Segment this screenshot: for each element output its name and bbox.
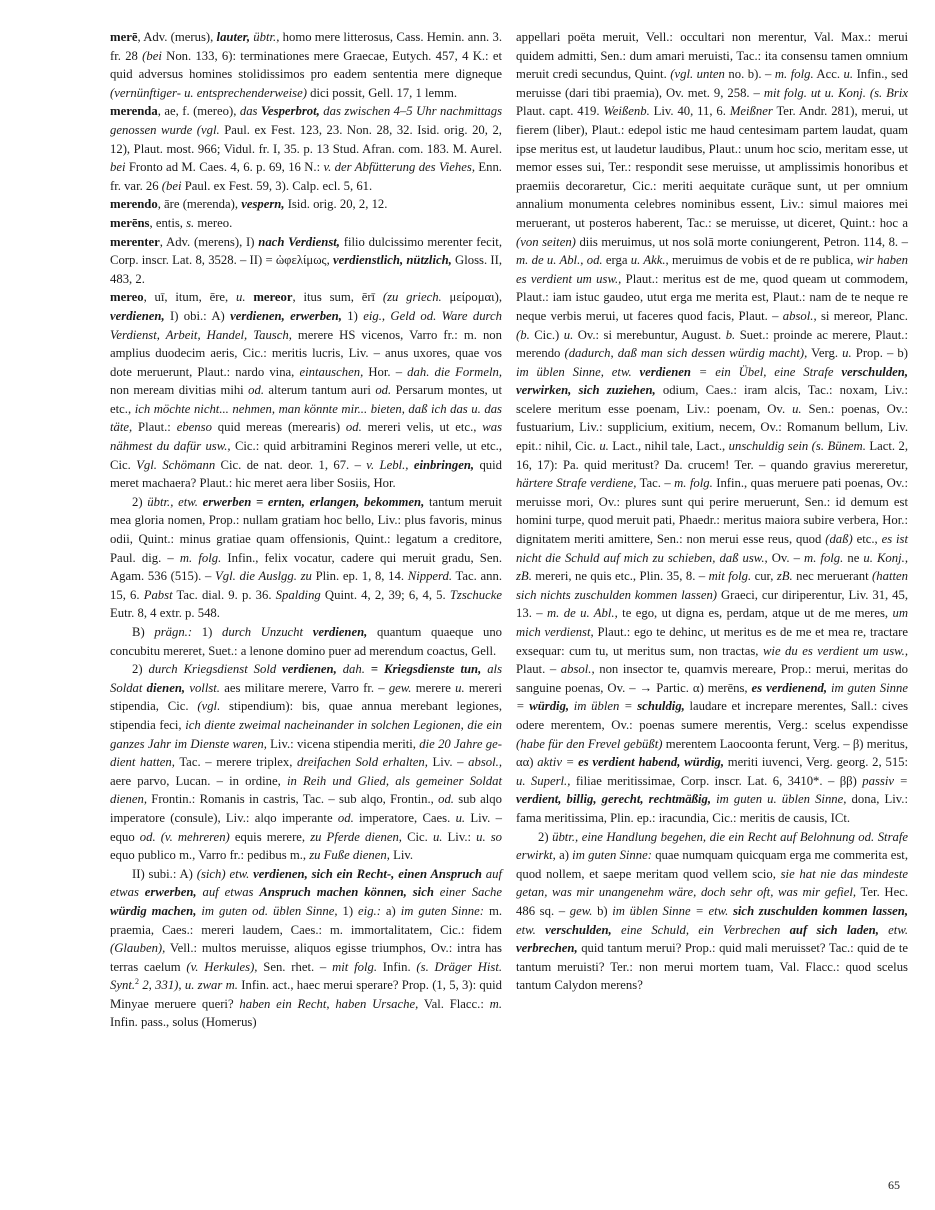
- text-run: mereo: [110, 290, 144, 305]
- text-run: unschuldig sein (s. Bünem.: [728, 439, 866, 454]
- text-run: merere: [411, 680, 456, 695]
- entry-paragraph: [110, 102, 502, 195]
- text-run: Infin., sed meruisse (dari tibi praemia), Ov. met. 9, 258. –: [516, 67, 908, 100]
- text-run: Liv.: vicena stipendia meriti,: [266, 736, 420, 751]
- text-run: (vernünftiger- u. entsprechenderweise): [110, 85, 307, 100]
- text-run: im guten Sinne:: [572, 848, 652, 863]
- entry-paragraph: [110, 865, 502, 1032]
- text-run: u.: [599, 439, 609, 454]
- text-run: stipendium): bis, quae annua merebant legiones, stipendia feci,: [110, 699, 502, 732]
- text-run: härtere Strafe verdiene,: [516, 476, 637, 491]
- text-run: ne: [843, 550, 864, 565]
- text-run: im guten Sinne:: [400, 903, 484, 918]
- text-run: verdienen: [639, 364, 691, 379]
- text-run: μείρομαι),: [441, 290, 502, 305]
- text-run: Anspruch machen können, sich: [259, 885, 434, 900]
- text-run: Weißenb.: [603, 104, 650, 119]
- text-run: 2): [132, 662, 149, 677]
- text-run: auf etwas: [196, 885, 254, 900]
- text-run: im guten u. üblen Sinne,: [711, 792, 847, 807]
- text-run: (bei: [161, 178, 182, 193]
- text-run: Cic. de nat. deor. 1, 67. –: [215, 457, 367, 472]
- text-run: II) subi.: A): [132, 866, 197, 881]
- text-run: merentem Laocoonta ferunt, Verg. – β) meritus, αα): [516, 736, 909, 770]
- text-run: Eutr. 8, 4 extr. p. 548.: [110, 606, 220, 621]
- text-run: Meißner: [729, 104, 773, 119]
- right-column: [516, 28, 908, 995]
- text-run: (vgl.: [197, 699, 221, 714]
- text-run: (von seiten): [516, 234, 576, 249]
- text-run: odium, Caes.: iram alcis, Tac.: noxam, Liv.: scelere meritum esse poenam, Liv.: poenam, Ov.: [516, 383, 909, 416]
- text-run: zu Fuße dienen,: [309, 848, 390, 863]
- text-run: (dadurch, daß man sich dessen würdig macht),: [564, 346, 808, 361]
- text-run: Enn. fr. var. 26: [110, 160, 502, 193]
- text-run: Isid. orig. 20, 2, 12.: [284, 197, 388, 212]
- text-run: verdienstlich, nützlich,: [332, 253, 452, 268]
- entry-paragraph: [110, 233, 502, 289]
- text-run: equo publico m., Varro fr.: pedibus m.,: [110, 848, 310, 863]
- text-run: Plaut.: ego te dehinc, ut meritus es de me et mea re, tractare exsequar: cum tu, ut meritus sum, non tractas,: [516, 625, 908, 658]
- entry-paragraph: [516, 828, 908, 995]
- text-run: (vgl. unten: [670, 67, 725, 82]
- text-run: , entis,: [149, 215, 187, 230]
- text-run: merēns: [110, 215, 150, 230]
- text-run: durch Unzucht: [221, 625, 304, 639]
- text-run: wie du es verdient um usw.,: [762, 643, 909, 658]
- text-run: Lact. 2, 16, 17): Pa. quid meritust? Da. crucem! Ter. – quando gravius mereretur,: [516, 439, 909, 472]
- text-run: erga: [602, 253, 631, 268]
- text-run: meriti iuvenci, Verg. georg. 2, 515:: [724, 755, 909, 770]
- text-run: Val. Flacc.:: [418, 996, 490, 1011]
- text-run: in Reih und Glied, als gemeiner Soldat dienen,: [110, 773, 502, 807]
- text-run: sich zuschulden kommen lassen,: [732, 903, 908, 918]
- text-run: Non. 133, 6): terminationes mere Graecae, Eutych. 457, 4 K.: et quid adversus homines stolidissimos pro eadem sententia mere digneque: [110, 48, 502, 82]
- text-run: imperatore, Caes.: [353, 810, 456, 825]
- text-run: Tac. – merere triplex,: [174, 755, 298, 770]
- text-run: Infin. act., haec merui sperare? Prop. (1, 5, 3): quid Minyae meruere queri?: [110, 978, 502, 1011]
- text-run: Pabst: [143, 587, 173, 602]
- text-run: Plin. ep. 1, 8, 14.: [311, 569, 408, 584]
- text-run: v. der Abfütterung des Viehes,: [323, 160, 476, 175]
- text-run: [536, 923, 545, 937]
- text-run: m. de u. Abl.,: [547, 606, 618, 621]
- text-run: u.: [842, 346, 852, 361]
- entry-paragraph: [110, 288, 502, 493]
- text-run: merenter: [110, 234, 160, 249]
- text-run: ebenso: [176, 420, 212, 435]
- text-run: sub alqo imperatore (consule), Liv.: alqo imperante: [110, 792, 502, 825]
- text-run: es ist nicht die Schuld auf mich zu schieben, daß usw.,: [516, 532, 908, 565]
- text-run: a): [380, 903, 401, 918]
- text-run: (v. Herkules),: [186, 959, 258, 974]
- text-run: um mich verdienst,: [516, 606, 909, 639]
- text-run: non meream divitias mihi: [110, 383, 249, 398]
- text-run: m. folg.: [179, 550, 222, 565]
- text-run: merē: [110, 30, 138, 44]
- text-run: = ein Übel, eine Strafe: [690, 364, 834, 379]
- text-run: merenda: [110, 104, 158, 119]
- text-run: mereri stipendia, Cic.: [110, 680, 503, 714]
- text-run: merendo: [110, 197, 158, 212]
- text-run: übtr., etw.: [147, 494, 198, 509]
- text-run: übtr., eine Handlung begehen, die ein Recht auf Belohnung od. Strafe erwirkt,: [516, 829, 909, 863]
- text-run: mereri velis, ut etc.,: [361, 420, 483, 435]
- text-run: od.: [337, 810, 354, 825]
- text-run: m. folg.: [804, 550, 844, 565]
- text-run: auf sich laden,: [789, 922, 879, 937]
- text-run: Ov. –: [767, 550, 805, 565]
- text-run: filiae meritissimae, Corp. inscr. Lat. 6, 3410*. – ββ): [570, 773, 863, 788]
- text-run: [303, 625, 313, 639]
- text-run: durch Kriegsdienst Sold: [148, 662, 277, 677]
- text-run: mit folg.: [708, 569, 752, 584]
- text-run: mit folg.: [332, 959, 377, 974]
- text-run: [780, 923, 789, 937]
- text-run: b): [592, 903, 613, 918]
- text-run: u. Akk.,: [630, 253, 669, 268]
- text-run: eig.:: [358, 903, 381, 918]
- text-run: , āre (merenda),: [157, 197, 242, 212]
- text-run: mereor: [253, 290, 293, 305]
- text-run: Infin., quas meruere pati poenas, Ov.: meruisse mori, Ov.: plures sunt qui perire meruerunt, Sen.: id demum est homini turpe, quod meruit pati, Phaedr.: meritus maiora subire verbera, Hor.: dignitatem meriti amittere, Sen.: non merui esse reus, quod: [516, 476, 908, 547]
- text-run: nec meruerant: [792, 569, 873, 584]
- text-run: würdig machen,: [110, 903, 197, 918]
- text-run: cur,: [751, 569, 777, 584]
- text-run: Ov.: si merebuntur, August.: [573, 327, 726, 342]
- text-run: Infin. pass., solus (Homerus): [110, 1015, 257, 1030]
- entry-paragraph: [110, 214, 502, 233]
- text-run: übtr.,: [250, 30, 280, 44]
- text-run: dreifachen Sold erhalten,: [297, 755, 428, 770]
- text-run: od.: [438, 792, 454, 807]
- text-run: sie hat nie das mindeste getan, was mir unangenehm wäre, doch sehr oft, was mir gefiel,: [516, 866, 908, 900]
- text-run: prägn.:: [154, 625, 193, 639]
- text-run: meruimus de vobis et de re publica,: [668, 253, 857, 268]
- text-run: lauter,: [216, 30, 251, 44]
- text-run: verdienen, sich ein Recht-, einen Anspruch: [253, 866, 482, 881]
- text-run: Gloss. II, 483, 2.: [110, 253, 502, 286]
- text-run: verbrechen,: [516, 941, 578, 956]
- text-run: od.: [248, 383, 264, 398]
- text-run: das: [239, 104, 261, 119]
- text-run: Prop. – b): [851, 346, 909, 361]
- text-run: od. (v. mehreren): [139, 829, 230, 844]
- text-run: tantum meruit mea gloria nomen, Prop.: nullam gratiam hoc bello, Liv.: plus favoris, minus odii, Quint.: minus gratiae quam offensionis, Quint.: legatum a creditore, Paul. dig. –: [110, 494, 503, 565]
- text-run: diis meruimus, ut nos solā morte coniungerent, Petron. 114, 8. –: [575, 234, 908, 249]
- text-run: Cic.): [529, 327, 564, 342]
- text-run: u.: [455, 680, 465, 695]
- text-run: v. Lebl.,: [366, 457, 409, 472]
- text-run: , itus sum, ērī: [292, 290, 383, 305]
- text-run: vollst.: [185, 680, 220, 695]
- text-run: u. so: [476, 829, 503, 844]
- text-run: , uī, itum, ēre,: [143, 290, 237, 305]
- left-column: [110, 28, 502, 1032]
- text-run: auf etwas: [110, 866, 503, 900]
- text-run: (habe für den Frevel gebüßt): [516, 736, 663, 751]
- text-run: Plaut.:: [132, 420, 177, 435]
- page-number: 65: [888, 1178, 900, 1192]
- text-run: equis merere,: [229, 829, 311, 844]
- text-run: si mereor, Planc.: [816, 308, 908, 323]
- text-run: quid mereas (merearis): [211, 420, 346, 435]
- text-run: b.: [725, 327, 736, 342]
- text-run: Kriegsdienste tun,: [384, 662, 482, 677]
- text-run: =: [370, 662, 385, 677]
- text-run: Ter. Hec. 486 sq. –: [516, 885, 909, 918]
- text-run: mereo.: [194, 215, 233, 230]
- text-run: etc.,: [852, 532, 882, 547]
- text-run: te ego, ut digna es, perdam, atque ut de me meres,: [617, 606, 893, 621]
- text-run: , ae, f. (mereo),: [157, 104, 240, 119]
- text-run: verdienen,: [312, 625, 368, 639]
- text-run: quantum quaeque uno concubitu mereret, Suet.: a lenone domino puer ad merendum coactus, Gell.: [110, 625, 503, 658]
- text-run: mit folg. ut u. Konj. (s. Brix: [763, 85, 908, 100]
- text-run: aktiv =: [537, 755, 575, 770]
- text-run: erwerben,: [144, 885, 197, 900]
- text-run: Sen. rhet. –: [257, 959, 333, 974]
- text-run: es verdient habend, würdig,: [578, 755, 725, 770]
- text-run: im üblen Sinne, etw.: [516, 364, 632, 379]
- text-run: im üblen =: [569, 699, 633, 714]
- text-run: u.: [792, 401, 802, 416]
- text-run: Cic.: quid arbitramini Reginos mereri velle, ut etc., Cic.: [110, 439, 502, 472]
- text-run: vespern,: [241, 197, 285, 212]
- entry-paragraph: [110, 28, 502, 102]
- text-run: Liv.:: [442, 829, 477, 844]
- text-run: non insector te, quamvis mereare, Prop.: merui, meritas do sanguine poenas, Ov. – → Partic. α) merēns,: [516, 662, 908, 695]
- text-run: dienen,: [146, 680, 186, 695]
- text-run: 1): [192, 625, 222, 639]
- text-run: verdient, billig, gerecht, rechtmäßig,: [516, 792, 712, 807]
- text-run: als Soldat: [110, 662, 503, 695]
- text-run: eintauschen,: [299, 364, 364, 379]
- text-run: Liv.: [389, 848, 414, 863]
- text-run: Infin., felix vocatur, cadere qui meruit gradu, Sen. Agam. 536 (515). –: [110, 550, 503, 584]
- text-run: Tzschucke: [449, 587, 503, 602]
- text-run: 2: [135, 977, 140, 987]
- text-run: passiv =: [862, 773, 908, 788]
- text-run: Persarum montes, ut etc.,: [110, 383, 502, 416]
- text-run: verdienen,: [282, 662, 337, 677]
- text-run: aes militare merere, Varro fr. –: [219, 680, 389, 695]
- text-run: appellari poëta meruit, Vell.: occultari non merentur, Val. Max.: merui quidem admitti, Sen.: dum amari meruisti, Tac.: ita consensu tamen omnium meruit credi secundus, Quint.: [516, 30, 908, 82]
- text-run: absol.,: [560, 662, 595, 677]
- text-run: Tac. dial. 9. p. 36.: [172, 587, 276, 602]
- entry-paragraph: [110, 660, 502, 865]
- text-run: Fronto ad M. Caes. 4, 6. p. 69, 16 N.:: [125, 160, 324, 175]
- text-run: bei: [110, 160, 126, 175]
- text-run: Vgl. Schömann: [136, 457, 216, 472]
- text-run: verschulden, verwirken, sich zuziehen,: [516, 364, 909, 398]
- text-run: u. Superl.,: [516, 773, 571, 788]
- text-run: 2, 331), u. zwar m.: [139, 978, 238, 993]
- text-run: (Glauben),: [110, 941, 166, 956]
- text-run: quae numquam quicquam erga me commerita est, quod nollem, et saepe meritam quod vellem scio,: [516, 848, 908, 881]
- text-run: od.: [345, 420, 362, 435]
- text-run: Suet.: proinde ac merere, Plaut.: merendo: [516, 327, 908, 361]
- text-run: quid meret machaera? Plaut.: hic meret aera liber Sosiis, Hor.: [110, 457, 503, 491]
- text-run: m. praemia, Caes.: mereri laudem, Caes.: m. immortalitatem, Cic.: fidem: [110, 903, 502, 937]
- text-run: Tac. ann. 15, 6.: [110, 569, 502, 602]
- text-run: die 20 Jahre gedient hatten,: [110, 736, 502, 770]
- text-run: Vesperbrot,: [260, 104, 320, 119]
- text-run: im guten Sinne =: [516, 680, 908, 714]
- text-run: laudare et increpare merentes, Sall.: cives odere merentem, Ov.: poenas sumere merentis, Verg.: scelus expendisse: [516, 699, 909, 732]
- entry-paragraph: [516, 28, 908, 828]
- text-run: merere HS vicenos, Varro fr.: m. non amplius duodecim aeris, Cic.: meritis lucris, Liv. – anus uxores, quae vos dote meruerunt, Plaut.: nardo vina,: [110, 327, 502, 379]
- text-run: Paul. ex Fest. 123, 23. Non. 28, 32. Isid. orig. 20, 2, 12), Plaut. most. 966; Vidul. fr. I, 35. p. 13 Stud. Afran. com. 183. M. Aurel.: [110, 122, 502, 156]
- text-run: Frontin.: Romanis in castris, Tac. – sub alqo, Frontin.,: [147, 792, 439, 807]
- text-run: , Adv. (merens), I): [159, 234, 259, 249]
- text-run: Vell.: multos meruisse, aliquos egisse triumphos, Ov.: intra has terras caelum: [110, 941, 502, 974]
- text-run: 2): [538, 829, 553, 844]
- text-run: verschulden,: [545, 922, 612, 937]
- text-run: Liv. – equo: [110, 810, 502, 844]
- text-run: gew.: [388, 680, 412, 695]
- text-run: filio dulcissimo merenter fecit, Corp. inscr. Lat. 8, 3528. – II) = ὠφελίμως,: [110, 234, 502, 268]
- text-run: homo mere litterosus, Cass. Hemin. ann. 3. fr. 28: [110, 30, 502, 63]
- text-run: Liv. –: [427, 755, 469, 770]
- text-run: Plaut. capt. 419.: [516, 104, 604, 119]
- text-run: zu Pferde dienen,: [310, 829, 402, 844]
- text-run: wir haben es verdient um usw.,: [516, 253, 908, 286]
- text-run: Ter. Andr. 281), merui, ut fierem (liber), Plaut.: edepol istic me haud centesimam partem laudat, quam ipse meritus est, ut laudetur laudibus, Plaut.: unum hoc scio, meritam esse, ut memor esses sui, Ter.: respondit sese meruisse, ut amplissimis honoribus et praemiis decoraretur, Cic.: meriti aequitate curāque sunt, ut per omnium annalium monumenta celebres nominibus essent, Liv.: simul maiores mei meruerant, ut posteros haberent, Tac.: se meruisse, ut diceret, Quint.: hoc a: [516, 104, 909, 230]
- text-run: im üblen Sinne = etw.: [612, 903, 729, 918]
- text-run: verdienen,: [110, 308, 165, 323]
- text-run: u.: [563, 327, 574, 342]
- text-run: zB.: [776, 569, 793, 584]
- text-run: Tac. –: [636, 476, 675, 491]
- text-run: u.: [432, 829, 443, 844]
- entry-paragraph: [110, 195, 502, 214]
- text-run: Nipperd.: [407, 569, 453, 584]
- text-run: Plaut. –: [516, 662, 561, 677]
- text-run: alterum tantum auri: [263, 383, 376, 398]
- text-run: , Adv. (merus),: [137, 30, 217, 44]
- text-run: dah. die Formeln,: [407, 364, 502, 379]
- text-run: Vgl. die Auslgg. zu: [215, 569, 312, 584]
- text-run: aere parvo, Lucan. – in ordine,: [110, 773, 287, 788]
- text-run: s.: [186, 215, 195, 230]
- text-run: was nähmest du dafür usw.,: [110, 420, 503, 454]
- text-run: verdienen, erwerben,: [230, 308, 342, 323]
- text-run: dah.: [336, 662, 365, 677]
- entry-paragraph: [110, 623, 502, 660]
- text-run: B): [132, 625, 155, 639]
- text-run: quid tantum merui? Prop.: quid mali meruisset? Tac.: quid de te tantum meruisti? Ter.: non merui mortem tuam, Val. Flacc.: quod scelus tantum Calydon merens?: [516, 941, 908, 993]
- text-run: ich diente zweimal nacheinander in solchen Legionen, die ein ganzes Jahr im Dienste waren,: [110, 717, 502, 751]
- text-run: Plaut.: meritus est de me, quod queam ut commodem, Plaut.: iam istuc gaudeo, utut erga me merita est, Plaut.: nam de te neque re neque verbis merui, ut faceres quod facis, Plaut. –: [516, 271, 908, 323]
- text-run: mereri, ne quis etc., Plin. 35, 8. –: [531, 569, 709, 584]
- text-run: u. Konj., zB.: [516, 550, 908, 584]
- text-run: dici possit, Gell. 17, 1 lemm.: [306, 85, 458, 100]
- text-run: Lact., nihil tale, Lact.,: [608, 439, 729, 454]
- text-run: m. de u. Abl., od.: [516, 253, 603, 268]
- text-run: im guten od. üblen Sinne,: [196, 903, 338, 918]
- text-run: etw.: [878, 922, 909, 937]
- text-run: etw.: [516, 922, 536, 937]
- text-run: [632, 365, 640, 379]
- text-run: erwerben = ernten, erlangen, bekommen,: [202, 494, 425, 509]
- text-run: m.: [489, 996, 503, 1011]
- text-run: 1): [337, 903, 359, 918]
- text-run: Paul. ex Fest. 59, 3). Calp. ecl. 5, 61.: [181, 178, 373, 193]
- text-run: einbringen,: [413, 457, 475, 472]
- text-run: Acc.: [813, 67, 844, 82]
- text-run: Sen.: poenas, Ov.: fustuarium, Liv.: supplicium, exitium, necem, Ov.: Romanum bellum, Liv. epit.: nihil, Cic.: [516, 401, 908, 454]
- text-run: (b.: [516, 327, 530, 342]
- text-run: nach Verdienst,: [258, 234, 340, 249]
- text-run: Hor. –: [363, 364, 408, 379]
- text-run: a): [555, 848, 573, 863]
- text-run: absol.,: [468, 755, 502, 770]
- text-run: m. folg.: [674, 476, 713, 491]
- text-run: würdig,: [529, 699, 570, 714]
- text-run: od.: [375, 383, 392, 398]
- text-run: schuldig,: [637, 699, 685, 714]
- text-run: u.: [843, 67, 854, 82]
- text-run: Verg.: [807, 346, 843, 361]
- text-run: ich möchte nicht... nehmen, man könnte mir... bieten, daß ich das u. das täte,: [110, 401, 502, 435]
- text-run: eine Schuld, ein Verbrechen: [611, 922, 781, 937]
- text-run: (daß): [825, 532, 853, 547]
- text-run: (sich) etw.: [196, 866, 250, 881]
- text-run: absol.,: [782, 308, 817, 323]
- text-run: 1): [341, 308, 364, 323]
- text-run: m. folg.: [774, 67, 814, 82]
- text-run: Liv. 40, 11, 6.: [649, 104, 730, 119]
- entry-paragraph: [110, 493, 502, 623]
- text-run: (s. Dräger Hist. Synt.: [110, 959, 503, 993]
- text-run: Graeci, cur diriperentur, Liv. 31, 45, 13. –: [516, 587, 908, 621]
- text-run: 2): [132, 494, 148, 509]
- text-run: Cic.: [401, 829, 433, 844]
- text-run: no. b). –: [724, 67, 775, 82]
- text-run: das zwischen 4–5 Uhr nachmittags genossen wurde (vgl.: [110, 104, 503, 137]
- text-run: u.: [455, 810, 466, 825]
- text-run: I) obi.: A): [164, 308, 231, 323]
- text-run: haben ein Recht, haben Ursache,: [239, 996, 419, 1011]
- text-run: Quint. 4, 2, 39; 6, 4, 5.: [320, 587, 450, 602]
- text-run: es verdienend,: [751, 680, 828, 695]
- text-run: u.: [236, 290, 246, 305]
- text-run: Infin.: [377, 959, 417, 974]
- text-run: (bei: [142, 48, 162, 63]
- text-run: Spalding: [275, 587, 321, 602]
- text-run: dona, Liv.: fama meritissima, Plin. ep.: iracundia, Cic.: meritis de causis, ICt.: [516, 792, 908, 825]
- text-run: (zu griech.: [382, 290, 442, 305]
- text-run: einer Sache: [433, 885, 503, 900]
- text-run: gew.: [569, 903, 593, 918]
- text-run: (hatten sich nichts zuschulden kommen lassen): [516, 569, 908, 602]
- text-run: eig., Geld od. Ware durch Verdienst, Arbeit, Handel, Tausch,: [110, 308, 502, 342]
